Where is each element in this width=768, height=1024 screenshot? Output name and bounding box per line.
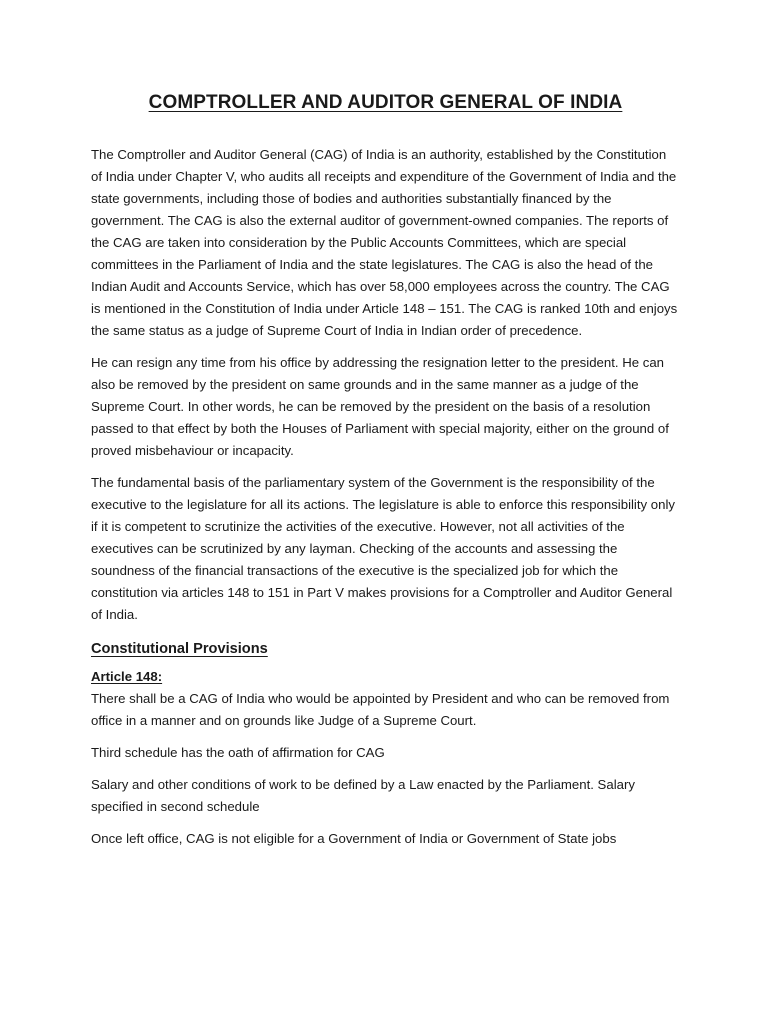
removal-paragraph: He can resign any time from his office by addressing the resignation letter to the president. He can also be removed by the president on same grounds and in the same manner as a judge of the Supreme Court. In other words, he can be removed by the president on the basis of a resolution passed to that effect by both the Houses of Parliament with special majority, either on the ground of proved misbehaviour or incapacity. (91, 355, 669, 458)
intro-paragraph: The Comptroller and Auditor General (CAG) of India is an authority, established by the Constitution of India under Chapter V, who audits all receipts and expenditure of the Government of India and the state governments, including those of bodies and authorities substantially financed by the government. The CAG is also the external auditor of government-owned companies. The reports of the CAG are taken into consideration by the Public Accounts Committees, which are special committees in the Parliament of India and the state legislatures. The CAG is also the head of the Indian Audit and Accounts Service, which has over 58,000 employees across the country. The CAG is mentioned in the Constitution of India under Article 148 – 151. The CAG is ranked 10th and enjoys the same status as a judge of Supreme Court of India in Indian order of precedence. (91, 147, 678, 338)
article-heading: Article 148: (91, 669, 163, 684)
article-paragraph: There shall be a CAG of India who would be appointed by President and who can be removed from office in a manner and on grounds like Judge of a Supreme Court. (91, 691, 670, 728)
page-title: COMPTROLLER AND AUDITOR GENERAL OF INDIA (148, 92, 623, 113)
article-148-block (91, 666, 680, 732)
section-heading-constitutional-provisions: Constitutional Provisions (91, 641, 268, 657)
article-paragraph: Salary and other conditions of work to be defined by a Law enacted by the Parliament. Salary specified in second schedule (91, 777, 635, 814)
article-paragraph: Third schedule has the oath of affirmation for CAG (91, 745, 385, 760)
article-paragraph: Once left office, CAG is not eligible for a Government of India or Government of State jobs (91, 831, 617, 846)
basis-paragraph: The fundamental basis of the parliamentary system of the Government is the responsibility of the executive to the legislature for all its actions. The legislature is able to enforce this responsibility only if it is competent to scrutinize the activities of the executive. However, not all activities of the executives can be scrutinized by any layman. Checking of the accounts and assessing the soundness of the financial transactions of the executive is the specialized job for which the constitution via articles 148 to 151 in Part V makes provisions for a Comptroller and Auditor General of India. (91, 475, 675, 622)
